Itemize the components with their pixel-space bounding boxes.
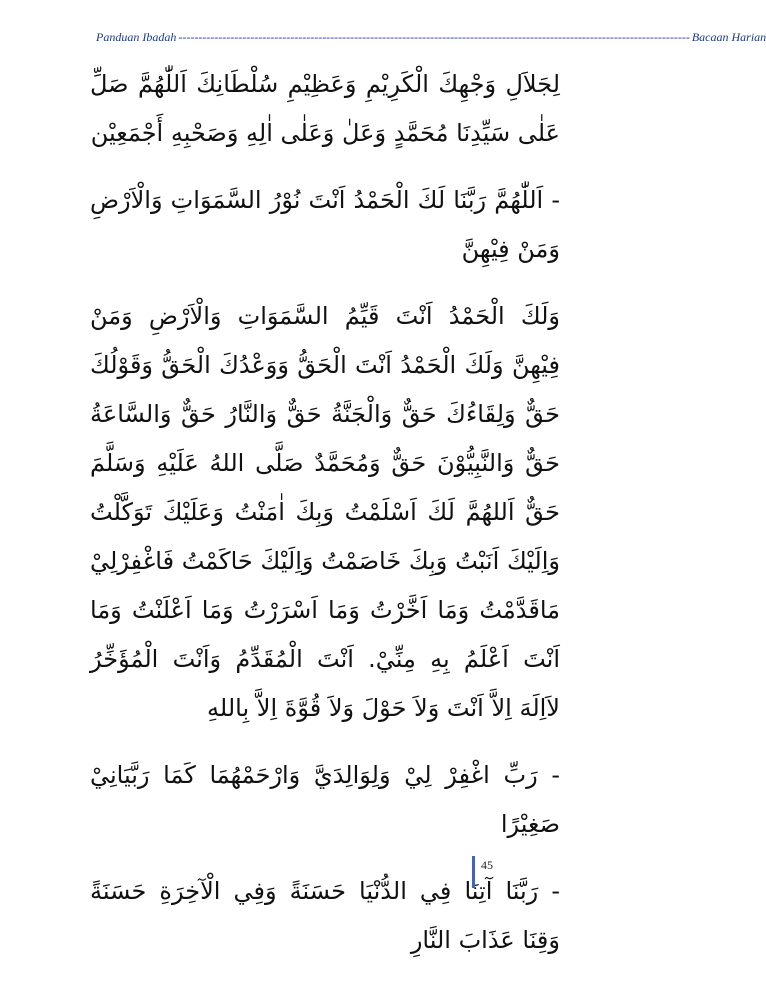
- paragraph-nur-samawat: - اَللّٰهُمَّ رَبَّنَا لَكَ الْحَمْدُ اَنْتَ نُوْرُ السَّمَوَاتِ وَالْاَرْضِ وَمَنْ فِيْهِنَّ: [90, 186, 560, 263]
- paragraph-qayyim: وَلَكَ الْحَمْدُ اَنْتَ قَيِّمُ السَّمَوَاتِ وَالْاَرْضِ وَمَنْ فِيْهِنَّ وَلَكَ الْحَمْدُ اَنْتَ الْحَقُّ وَوَعْدُكَ الْحَقُّ وَقَوْلُكَ حَقٌّ وَلِقَاءُكَ حَقٌّ وَالْجَنَّةُ حَقٌّ وَالنَّارُ حَقٌّ وَالسَّاعَةُ حَقٌّ وَالنَّبِيُّوْنَ حَقٌّ وَمُحَمَّدٌ صَلَّى اللهُ عَلَيْهِ وَسَلَّمَ حَقٌّ اَللهُمَّ لَكَ اَسْلَمْتُ وَبِكَ اٰمَنْتُ وَعَلَيْكَ تَوَكَّلْتُ وَاِلَيْكَ اَنَبْتُ وَبِكَ خَاصَمْتُ وَاِلَيْكَ حَاكَمْتُ فَاغْفِرْلِيْ مَاقَدَّمْتُ وَمَا اَخَّرْتُ وَمَا اَسْرَرْتُ وَمَا اَعْلَنْتُ وَمَا اَنْتَ اَعْلَمُ بِهِ مِنِّيْ. اَنْتَ الْمُقَدِّمُ وَاَنْتَ الْمُؤَخِّرُ لاَاِلَهَ اِلاَّ اَنْتَ وَلاَ حَوْلَ وَلاَ قُوَّةَ اِلاَّ بِاللهِ: [90, 302, 560, 722]
- paragraph-rabbana-atina: - رَبَّنَا آتِنَا فِي الدُّنْيَا حَسَنَةً وَفِي الْآخِرَةِ حَسَنَةً وَقِنَا عَذَابَ النَّارِ: [90, 877, 560, 954]
- paragraph-salawat: لِجَلاَلِ وَجْهِكَ الْكَرِيْمِ وَعَظِيْمِ سُلْطَانِكَ اَللّٰهُمَّ صَلِّ عَلٰى سَيِّدِنَا مُحَمَّدٍ وَعَلٰ وَعَلٰى اٰلِهِ وَصَحْبِهِ أَجْمَعِيْن: [90, 70, 560, 147]
- page-number: 45: [472, 856, 493, 888]
- header-right-title: Bacaan Harian: [691, 30, 766, 44]
- header-left-title: Panduan Ibadah: [96, 30, 177, 44]
- paragraph-rabbighfirli: - رَبِّ اغْفِرْ لِيْ وَلِوَالِدَيَّ وَارْحَمْهُمَا كَمَا رَبَّيَانِيْ صَغِيْرًا: [90, 761, 560, 838]
- prayer-text: [90, 60, 560, 983]
- header-rule: --------------------------------------------------------------------------------------------------------------------------------: [178, 30, 690, 44]
- page-header: [96, 30, 766, 45]
